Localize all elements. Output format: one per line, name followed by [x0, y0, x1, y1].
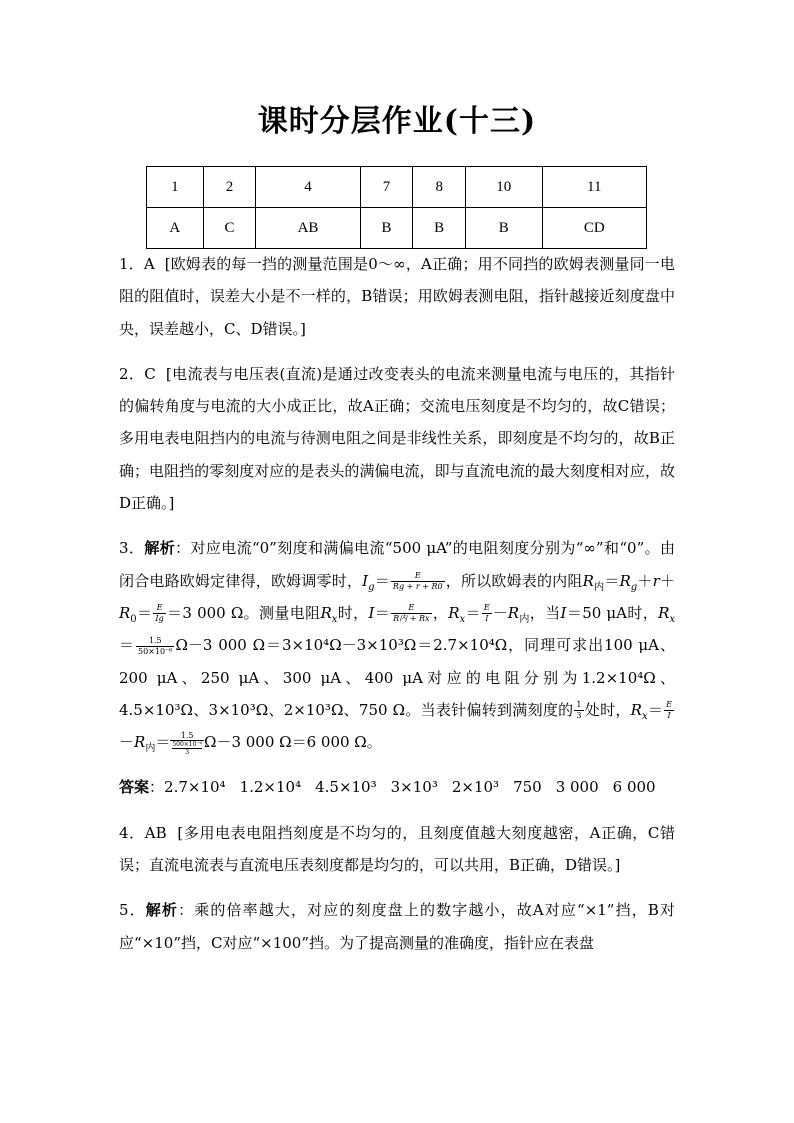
inner-fraction [172, 741, 202, 756]
solution-text: ：乘的倍率越大，对应的刻度盘上的数字越小，故A对应“×1”挡，B对应“×10”挡，C对应“×100”挡。为了提高测量的准确度，指针应在表盘 [119, 901, 675, 952]
math-var: I [560, 603, 567, 622]
answer-colon: ： [149, 778, 165, 797]
table-cell: B [360, 208, 413, 249]
answer-table-answer-row [147, 208, 647, 249]
math-sub: 0 [130, 613, 137, 625]
math-op: ＝ [119, 636, 135, 655]
answer-value: 6 000 [612, 778, 656, 797]
table-cell: 11 [542, 167, 647, 208]
solution-label: 5． [119, 901, 146, 920]
table-cell: B [466, 208, 542, 249]
fraction-denominator: R内 + Rx [393, 614, 430, 624]
solution-text: [欧姆表的每一挡的测量范围是0～∞，A正确；用不同挡的欧姆表测量同一电阻的阻值时，误差大小是不一样的，B错误；用欧姆表测电阻，指针越接近刻度盘中央，误差越小，C、D错误。] [119, 255, 675, 338]
answer-table [146, 166, 647, 249]
fraction [574, 700, 583, 721]
solution-text: ＝3 000 Ω。测量电阻 [166, 603, 321, 622]
solution-text: ：对应电流“0”刻度和满偏电流“500 μA”的电阻刻度分别为“∞”和“0”。由闭合电路欧姆定律得，欧姆调零时， [119, 539, 675, 590]
math-var: R [448, 603, 460, 622]
compound-fraction [170, 731, 204, 756]
math-sub: x [459, 613, 466, 625]
math-var: R [658, 603, 670, 622]
solution-text: ，当 [529, 603, 561, 622]
fraction-numerator: 1.5 [170, 731, 204, 741]
solution-4 [119, 817, 675, 882]
solution-1 [119, 248, 675, 345]
answer-value: 1.2×10⁴ [239, 778, 302, 797]
solution-label: 2．C [119, 364, 156, 383]
solution-text: Ω－3 000 Ω＝6 000 Ω。 [204, 733, 382, 752]
fraction-numerator: E [391, 603, 431, 614]
math-op: ＝ [465, 603, 481, 622]
solution-text: ，所以欧姆表的内阻 [445, 571, 583, 590]
fraction-denominator: Ig [155, 614, 164, 624]
analysis-label: 解析 [144, 539, 176, 558]
solution-2 [119, 358, 675, 519]
fraction-denominator: I [667, 711, 671, 721]
fraction-numerator: 500×10⁻⁶ [172, 740, 203, 748]
fraction [391, 603, 431, 624]
math-op: － [492, 603, 508, 622]
table-cell: B [413, 208, 466, 249]
solution-3 [119, 532, 675, 758]
math-op: ＋ [659, 571, 675, 590]
math-op: ＝ [155, 733, 171, 752]
math-op: ， [432, 603, 449, 622]
math-var: R [582, 571, 594, 590]
answer-table-number-row [147, 167, 647, 208]
math-var: R [320, 603, 332, 622]
fraction-numerator: 1.5 [136, 636, 175, 647]
math-op: ＝ [647, 700, 664, 719]
math-var: R [507, 603, 520, 622]
table-cell: 8 [413, 167, 466, 208]
math-var: I [368, 603, 375, 622]
math-sub: x [641, 710, 648, 722]
math-sub: x [331, 613, 338, 625]
fraction-denominator: 3 [576, 711, 582, 721]
math-var: I [362, 571, 369, 590]
fraction-denominator: 3 [185, 748, 190, 756]
math-op: ＝ [374, 571, 390, 590]
answer-value: 3 000 [555, 778, 599, 797]
solution-5 [119, 894, 675, 959]
math-op: ＝ [374, 603, 391, 622]
math-var: R [619, 571, 631, 590]
fraction-denominator: Rg + r + R0 [392, 582, 443, 592]
math-op: ＝ [604, 571, 620, 590]
table-cell: AB [256, 208, 360, 249]
fraction [664, 700, 674, 721]
table-cell: 4 [256, 167, 360, 208]
solution-text: 处时， [584, 700, 631, 719]
math-sub: g [368, 581, 375, 593]
table-cell: CD [542, 208, 647, 249]
solution-text: [电流表与电压表(直流)是通过改变表头的电流来测量电流与电压的，其指针的偏转角度与电流的大小成正比，故A正确；交流电压刻度是不均匀的，故C错误；多用电表电阻挡内的电流与待测电阻之间是非线性关系，即刻度是不均匀的，故B正确；电阻挡的零刻度对应的是表头的满偏电流，即与直流电流的最大刻度相对应，故D正确。] [119, 364, 675, 513]
fraction-numerator: E [666, 700, 672, 710]
fraction-denominator: 50×10⁻⁶ [137, 646, 173, 656]
solution-text: 时， [337, 603, 369, 622]
math-var: r [652, 571, 660, 590]
table-cell: 2 [203, 167, 256, 208]
solution-label: 3． [119, 539, 145, 558]
table-cell: A [147, 208, 204, 249]
table-cell: 1 [147, 167, 204, 208]
math-op: － [119, 733, 135, 752]
fraction-numerator: E [153, 603, 165, 614]
table-cell: 10 [466, 167, 542, 208]
answer-value: 2×10³ [451, 778, 500, 797]
answer-line [119, 771, 675, 803]
fraction-denominator [170, 741, 204, 756]
math-sub: 内 [519, 613, 530, 625]
math-var: R [134, 733, 146, 752]
math-sub: 内 [593, 581, 605, 593]
fraction-numerator: E [483, 603, 490, 613]
fraction-numerator: E [391, 571, 445, 582]
answer-value: 2.7×10⁴ [164, 778, 226, 797]
fraction [136, 636, 175, 657]
math-sub: g [630, 581, 638, 593]
table-cell: C [203, 208, 256, 249]
math-var: R [119, 603, 131, 622]
fraction [482, 603, 492, 624]
page-title: 课时分层作业(十三) [257, 104, 537, 139]
solution-text: [多用电表电阻挡刻度是不均匀的，且刻度值越大刻度越密，A正确，C错误；直流电流表与直流电压表刻度都是均匀的，可以共用，B正确，D错误。] [119, 823, 675, 875]
fraction-numerator: 1 [576, 700, 582, 710]
table-cell: 7 [360, 167, 413, 208]
answer-value: 4.5×10³ [315, 778, 377, 797]
solution-text: ＝50 μA时， [566, 603, 659, 622]
solution-label: 4．AB [119, 823, 167, 842]
answer-value: 3×10³ [390, 778, 438, 797]
math-sub: x [669, 613, 676, 625]
answer-label: 答案 [119, 778, 150, 797]
fraction [391, 571, 445, 592]
solution-label: 1．A [119, 255, 155, 273]
analysis-label: 解析 [145, 901, 179, 920]
solution-text: Ω－3 000 Ω＝3×10⁴Ω－3×10³Ω＝2.7×10⁴Ω，同理可求出100 μA、200 μA、250 μA、300 μA、400 μA对应的电阻分别为1.2×10⁴Ω、4.5×10³Ω、3×10³Ω、2×10³Ω、750 Ω。当表针偏转到满刻度的 [119, 636, 675, 719]
answer-value: 750 [513, 778, 542, 797]
math-op: ＝ [136, 603, 153, 622]
math-var: R [630, 700, 642, 719]
solutions-body [119, 248, 675, 972]
fraction-denominator: I [485, 614, 489, 624]
fraction [153, 603, 165, 624]
math-sub: 内 [145, 743, 156, 755]
math-op: ＋ [637, 571, 653, 590]
